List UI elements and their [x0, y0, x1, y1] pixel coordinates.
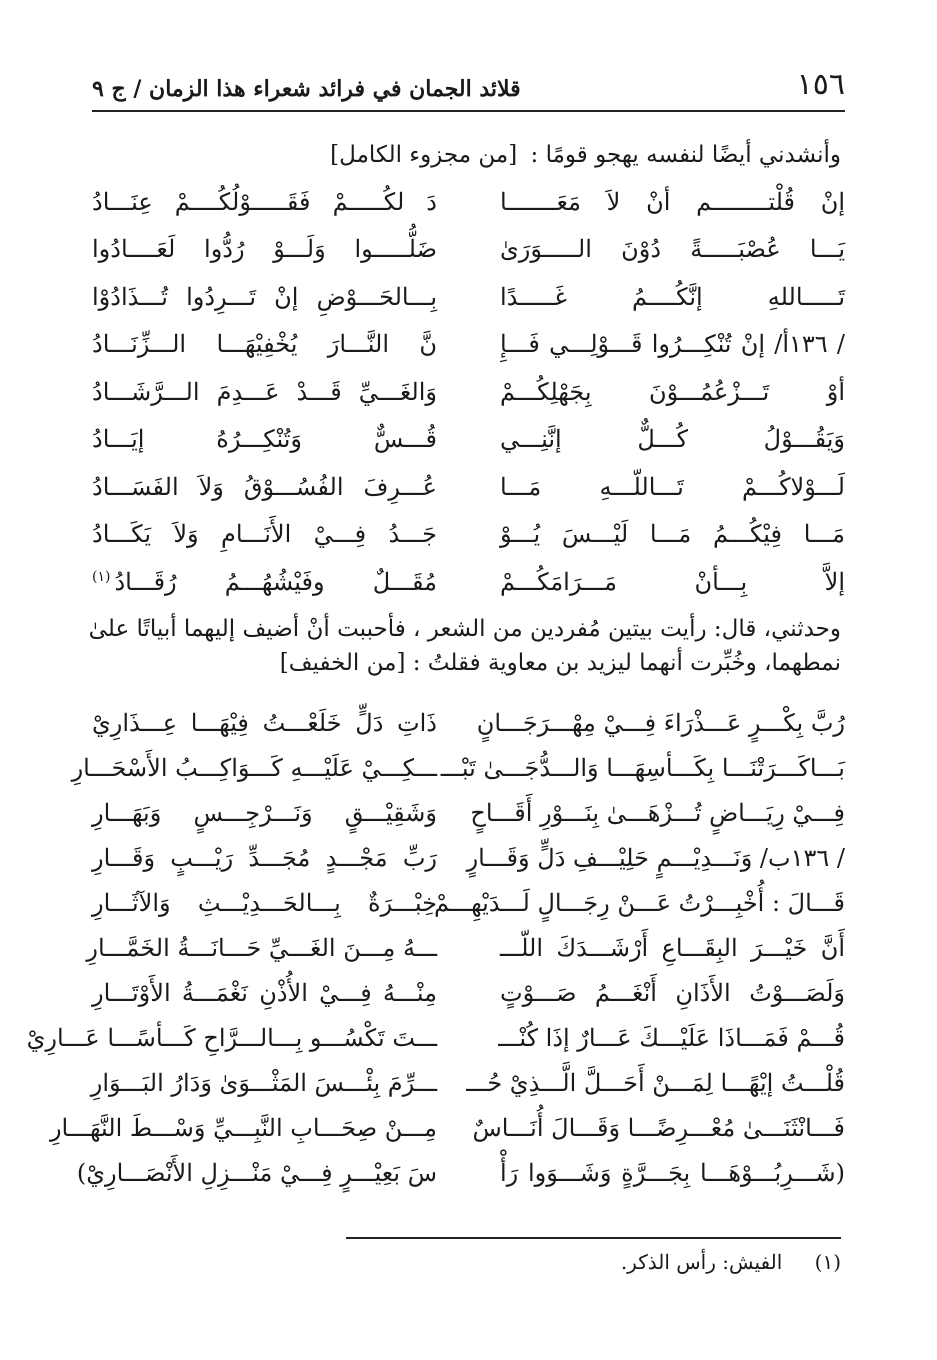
verse [86, 925, 845, 970]
page-header [92, 58, 845, 112]
first-hemistich: بَـــاكَـــرَتْنَـــا بِكَـــأسِهَـــا وَالـــدُّجَـــىٰ تَبْـــ [440, 753, 845, 782]
first-hemistich: قَـــالَ : أُخْبِـــرْتُ عَـــنْ رِجَـــالٍ لَـــدَيْهِـــمْ [434, 888, 845, 917]
second-hemistich: ضَلُّـــــوا وَلَـــوْ رُدُّوا لَعَــــادُوا [92, 235, 437, 264]
verse [92, 835, 845, 880]
first-hemistich: فَـــانْثَنَـــىٰ مُعْـــرِضًـــا وَقَـــالَ أُنَـــاسٌ [472, 1113, 845, 1142]
verse [92, 178, 845, 226]
first-hemistich: يَـــا عُصْبَـــــةً دُوْنَ الـــــوَرَىٰ [500, 235, 845, 264]
second-hemistich: ـــرِّمَ بِئْـــسَ المَثْـــوَىٰ وَدَارُ البَـــوَارِ [90, 1068, 437, 1097]
second-hemistich: ـــكِـــيْ عَلَيْـــهِ كَـــوَاكِـــبُ الأَسْحَـــارِ [71, 753, 437, 782]
second-hemistich: مِـــنْ صِحَـــابِ النَّبِـــيِّ وَسْـــطَ النَّهَـــارِ [49, 1113, 437, 1142]
first-hemistich: قُلْـــتُ إيْهًـــا لِمَـــنْ أَحَـــلَّ الَّـــذِيْ حُـــ [466, 1068, 845, 1097]
first-hemistich: فِـــيْ رِيَـــاضٍ تُـــزْهَـــىٰ بِنَـــوْرِ أَقَـــاحٍ [470, 798, 845, 827]
verse [49, 1105, 845, 1150]
first-hemistich: لَـــوْلاكُـــمْ تَـــاللّـــهِ مَـــا [500, 472, 845, 501]
first-hemistich: وَلَصَـــوْتُ الأَذَانِ أَنْغَـــمُ صَـــوْتٍ [500, 978, 845, 1007]
footnote-text: الفيش: رأس الذكر. [620, 1250, 783, 1274]
first-hemistich: رُبَّ بِكْـــرٍ عَـــذْرَاءَ فِـــيْ مِهْـــرَجَـــانٍ [476, 708, 845, 737]
second-hemistich: دَ لكُـــــمْ فَقَـــــوْلُكُــــمْ عِنَـــادُ [92, 187, 437, 216]
second-hemistich: ـــتَ تَكْسُـــو بِـــالـــرَّاحِ كَـــأسًـــا عَـــارِيْ [26, 1023, 437, 1052]
verse [92, 880, 845, 925]
verse [92, 368, 845, 416]
verse [92, 700, 845, 745]
verse [92, 226, 845, 274]
second-hemistich: مِنْـــهُ فِـــيْ الأُذْنِ نَغْمَـــةُ الأَوْتَـــارِ [92, 978, 437, 1007]
verse [92, 1060, 845, 1105]
paragraph-text: نمطهما، وخُبِّرت أنهما ليزيد بن معاوية فقلتُ : [412, 650, 841, 676]
paragraph-line: وحدثني، قال: رأيت بيتين مُفردين من الشعر ، فأحببت أنْ أضيف إليهما أبياتًا علىٰ [88, 616, 841, 642]
second-hemistich: ذَاتِ دَلٍّ خَلَعْـــتُ فِيْهَـــا عِـــذَارِيْ [92, 708, 437, 737]
footnote-number: (١) [814, 1250, 841, 1274]
verse [92, 558, 845, 606]
second-hemistich: ـــهُ مِـــنَ الغَـــيِّ حَـــانَـــةُ الخَمَّـــارِ [86, 933, 437, 962]
second-hemistich: بِـــالحَـــوْضِ إنْ تَـــرِدُوا تُـــذَادُوْا [92, 282, 437, 311]
first-hemistich: وَيَقُـــوْلُ كُـــلٌّ إنَّنِـــي [500, 425, 845, 454]
second-hemistich: قُـــسٌّ وَتُنْكِـــرُهُ إيَـــادُ [92, 425, 437, 454]
verse [92, 970, 845, 1015]
verse [92, 463, 845, 511]
second-hemistich: وَشَقِيْـــقٍ وَنَـــرْجِـــسٍ وَبَهَـــارِ [92, 798, 437, 827]
footnote-divider [346, 1237, 841, 1239]
verse [71, 745, 845, 790]
meter-tag: [من مجزوء الكامل] [330, 142, 518, 168]
verse [92, 511, 845, 559]
footnote-marker: (١) [92, 568, 111, 585]
second-hemistich: نَّ النَّـــارَ يُخْفِيْهَـــا الـــزِّنَـــادُ [92, 330, 437, 359]
verse [92, 273, 845, 321]
first-hemistich: / ١٣٦أ/ إنْ تُنْكِـــرُوا قَـــوْلِـــي فَـــإِ [500, 330, 845, 359]
meter-tag: [من الخفيف] [279, 650, 406, 676]
second-hemistich-with-footnote [92, 568, 437, 596]
verse [92, 790, 845, 835]
footnote [621, 1250, 841, 1274]
poem-khafif [26, 700, 845, 1195]
second-hemistich: رَبِّ مَجْـــدٍ مُجَـــدِّ رَيْـــبٍ وَقَـــارِ [92, 843, 437, 872]
first-hemistich: إلاَّ بِـــأنْ مَـــرَامَكُـــمْ [500, 567, 845, 596]
poem-kamil [92, 178, 845, 606]
intro-text: وأنشدني أيضًا لنفسه يهجو قومًا : [530, 142, 841, 168]
first-hemistich: قُـــمْ فَمَـــاذَا عَلَيْـــكَ عَـــارٌ إذَا كُنْـــ [498, 1023, 845, 1052]
intro-line [330, 138, 841, 172]
first-hemistich: / ١٣٦ب/ وَنَـــدِيْـــمٍ حَلِيْـــفِ دَلٍّ وَقَـــارٍ [466, 843, 845, 872]
first-hemistich: إنْ قُلْتــــــــم أنْ لاَ مَعَـــــــا [500, 187, 845, 216]
hemistich-text: مُقَـــلٌ وفَيْشُهُـــمُ رُقَـــادُ [114, 567, 437, 596]
page-number: ١٥٦ [796, 67, 845, 102]
first-hemistich: أَنَّ خَيْـــرَ البِقَـــاعِ أَرْشَـــدَكَ اللّـــ [500, 933, 845, 962]
second-hemistich: عُـــرِفَ الفُسُـــوْقُ وَلاَ الفَسَـــادُ [92, 472, 437, 501]
verse [76, 1150, 845, 1195]
running-title: قلائد الجمان في فرائد شعراء هذا الزمان / ج ٩ [92, 76, 521, 102]
first-hemistich: تَـــــاللهِ إنَّكُــــمُ غَـــــدًا [500, 282, 845, 311]
second-hemistich: جَـــدُ فِـــيْ الأَنَـــامِ وَلاَ يَكَـــادُ [92, 520, 437, 549]
second-hemistich: خِبْـــرَةٌ بِـــالحَـــدِيْـــثِ وَالآثَـــارِ [92, 888, 437, 917]
paragraph-line [96, 646, 841, 680]
first-hemistich: أوْ تَـــزْعُمُـــوْنَ بِجَهْلِكُـــمْ [500, 377, 845, 406]
first-hemistich: مَـــا فِيْكُـــمُ مَـــا لَيْـــسَ يُـــوْ [500, 520, 845, 549]
narration-paragraph [88, 612, 841, 680]
verse [92, 416, 845, 464]
second-hemistich: وَالغَـــيِّ قَـــدْ عَـــدِمَ الـــرَّشَـــادُ [92, 377, 437, 406]
second-hemistich: سَ بَعِيْـــرٍ فِـــيْ مَنْـــزِلِ الأَنْصَـــارِيْ) [76, 1158, 437, 1187]
first-hemistich: (شَـــرِبُـــوْهَـــا بِجَـــرَّةٍ وَشَـــوَوا رَأْ [500, 1158, 845, 1187]
verse [92, 321, 845, 369]
verse [26, 1015, 845, 1060]
